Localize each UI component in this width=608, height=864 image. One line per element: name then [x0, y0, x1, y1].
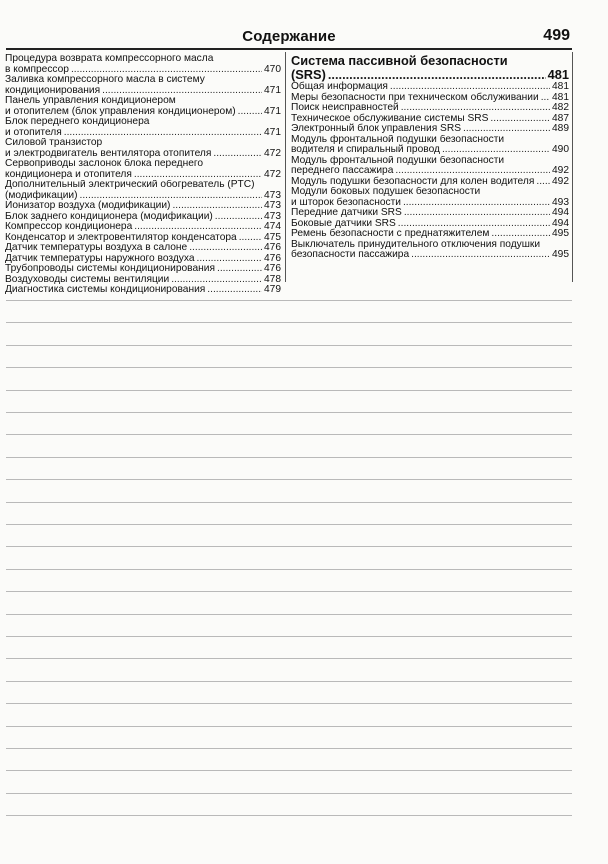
dot-leader — [401, 103, 550, 114]
ruled-line — [6, 457, 572, 458]
toc-entry[interactable] — [5, 243, 281, 254]
toc-entry-page: 487 — [552, 112, 569, 124]
ruled-line — [6, 479, 572, 480]
toc-entry-page: 473 — [264, 210, 281, 222]
toc-right-entries — [291, 82, 569, 261]
toc-entry-text: и шторок безопасности — [291, 196, 401, 208]
toc-entry-page: 494 — [552, 217, 569, 229]
toc-entry-text: Диагностика системы кондиционирования — [5, 284, 206, 295]
toc-entry-text: Заливка компрессорного масла в систему — [5, 75, 205, 85]
dot-leader — [328, 68, 546, 82]
toc-entry-page: 476 — [264, 252, 281, 264]
dot-leader — [217, 264, 262, 275]
toc-entry-text: Сервоприводы заслонок блока переднего — [5, 159, 204, 169]
dot-leader — [491, 229, 550, 240]
toc-entry-page: 495 — [552, 228, 569, 239]
toc-entry-text: Компрессор кондиционера — [5, 221, 133, 232]
dot-leader — [536, 177, 550, 188]
toc-entry[interactable] — [291, 240, 569, 261]
ruled-line — [6, 770, 572, 771]
toc-entry-page: 471 — [264, 126, 281, 138]
toc-entry-page: 472 — [264, 147, 281, 159]
toc-entry-text: Силовой транзистор — [5, 138, 103, 148]
toc-entry-text: переднего пассажира — [291, 165, 394, 176]
toc-entry[interactable] — [5, 285, 281, 296]
toc-entry-page: 492 — [552, 175, 569, 187]
dot-leader — [404, 208, 550, 219]
dot-leader — [239, 233, 262, 244]
ruled-line — [6, 591, 572, 592]
toc-entry-text: и отопителя — [5, 126, 62, 138]
toc-entry[interactable] — [291, 135, 569, 156]
toc-entry-page: 471 — [264, 105, 281, 117]
toc-entry[interactable] — [5, 75, 281, 96]
toc-entry-page: 495 — [552, 249, 569, 260]
toc-entry-page: 476 — [264, 242, 281, 253]
toc-entry-text: Общая информация — [291, 81, 388, 92]
toc-entry-page: 482 — [552, 102, 569, 113]
toc-entry-page: 473 — [264, 200, 281, 211]
dot-leader — [541, 93, 550, 104]
dot-leader — [215, 212, 262, 223]
dot-leader — [64, 128, 262, 139]
toc-entry-page: 481 — [552, 91, 569, 103]
toc-entry[interactable] — [5, 54, 281, 75]
dot-leader — [238, 107, 262, 118]
dot-leader — [207, 285, 262, 296]
ruled-line — [6, 524, 572, 525]
toc-entry[interactable] — [5, 96, 281, 117]
toc-entry-text: Конденсатор и электровентилятор конденсатора — [5, 231, 237, 243]
ruled-line — [6, 367, 572, 368]
toc-entry-text: Ионизатор воздуха (модификации) — [5, 200, 171, 211]
toc-entry[interactable] — [5, 117, 281, 138]
ruled-line — [6, 726, 572, 727]
ruled-line — [6, 412, 572, 413]
dot-leader — [463, 124, 550, 135]
toc-entry[interactable] — [5, 138, 281, 159]
toc-entry-text: Трубопроводы системы кондиционирования — [5, 263, 215, 274]
dot-leader — [395, 166, 550, 177]
ruled-line — [6, 636, 572, 637]
dot-leader — [189, 243, 262, 254]
toc-entry-page: 471 — [264, 84, 281, 96]
toc-entry[interactable] — [291, 103, 569, 114]
page-number: 499 — [543, 27, 570, 44]
toc-entry-page: 489 — [552, 123, 569, 134]
toc-section-heading — [291, 54, 569, 81]
toc-entry-text: водителя и спиральный провод — [291, 144, 440, 155]
toc-entry-text: Блок переднего кондиционера — [5, 117, 150, 127]
toc-entry[interactable] — [291, 177, 569, 188]
toc-entry-text: Передние датчики SRS — [291, 207, 402, 218]
toc-entry-text: Процедура возврата компрессорного масла — [5, 54, 214, 64]
toc-entry[interactable] — [5, 201, 281, 212]
toc-entry-page: 473 — [264, 189, 281, 201]
toc-entry-text: Ремень безопасности с преднатяжителем — [291, 228, 490, 239]
ruled-line — [6, 345, 572, 346]
toc-entry-text: Система пассивной безопасности — [291, 54, 508, 68]
ruled-line — [6, 546, 572, 547]
toc-entry-page: 481 — [552, 81, 569, 92]
toc-entry-page: 470 — [264, 63, 281, 75]
dot-leader — [134, 222, 262, 233]
column-divider-right — [572, 52, 573, 282]
toc-entry-page: 476 — [264, 263, 281, 274]
ruled-line — [6, 434, 572, 435]
toc-entry-text: Блок заднего кондиционера (модификации) — [5, 210, 213, 222]
dot-leader — [102, 86, 262, 97]
toc-entry-text: Меры безопасности при техническом обслуживании — [291, 91, 539, 103]
toc-entry-text: Техническое обслуживание системы SRS — [291, 112, 489, 124]
dot-leader — [134, 170, 262, 181]
dot-leader — [71, 65, 262, 76]
ruled-line — [6, 658, 572, 659]
toc-entry-text: Дополнительный электрический обогреватель (PTC) — [5, 180, 255, 190]
toc-entry[interactable] — [291, 229, 569, 240]
toc-entry-text: Воздуховоды системы вентиляции — [5, 273, 170, 285]
ruled-line — [6, 502, 572, 503]
toc-entry-page: 478 — [264, 273, 281, 285]
toc-entry-text: (модификации) — [5, 189, 78, 201]
column-divider-middle — [285, 52, 286, 282]
ruled-line — [6, 614, 572, 615]
toc-entry-text: Датчик температуры наружного воздуха — [5, 252, 195, 264]
toc-entry-page: 479 — [264, 284, 281, 295]
toc-entry-text: и электродвигатель вентилятора отопителя — [5, 147, 212, 159]
toc-entry-text: Модуль фронтальной подушки безопасности — [291, 134, 505, 145]
toc-entry-page: 475 — [264, 231, 281, 243]
toc-entry-page: 474 — [264, 221, 281, 232]
dot-leader — [390, 82, 550, 93]
toc-entry-page: 490 — [552, 144, 569, 155]
toc-entry-page: 492 — [552, 165, 569, 176]
toc-entry-text: кондиционирования — [5, 84, 101, 96]
page-title: Содержание — [242, 28, 336, 45]
toc-entry[interactable] — [5, 222, 281, 233]
dot-leader — [490, 114, 550, 125]
toc-entry-text: Датчик температуры воздуха в салоне — [5, 242, 188, 253]
toc-entry[interactable] — [5, 180, 281, 201]
ruled-line — [6, 390, 572, 391]
ruled-line — [6, 815, 572, 816]
toc-entry-text: Боковые датчики SRS — [291, 217, 396, 229]
toc-entry-text: (SRS) — [291, 66, 326, 82]
ruled-line — [6, 703, 572, 704]
toc-entry-text: Модуль подушки безопасности для колен водителя — [291, 175, 535, 187]
toc-entry[interactable] — [291, 124, 569, 135]
toc-entry-text: Выключатель принудительного отключения подушки — [291, 239, 541, 250]
toc-entry-text: Модуль фронтальной подушки безопасности — [291, 155, 505, 166]
toc-entry[interactable] — [291, 82, 569, 93]
toc-entry-text: и отопителем (блок управления кондиционером) — [5, 105, 236, 117]
ruled-line — [6, 300, 572, 301]
toc-entry-text: безопасности пассажира — [291, 249, 410, 260]
toc-entry-text: в компрессор — [5, 63, 69, 75]
ruled-line — [6, 793, 572, 794]
dot-leader — [172, 201, 262, 212]
toc-entry-text: кондиционера и отопителя — [5, 168, 132, 180]
toc-entry-page: 481 — [547, 66, 569, 82]
toc-entry[interactable] — [291, 187, 569, 208]
ruled-line — [6, 681, 572, 682]
toc-entry-page: 494 — [552, 207, 569, 218]
toc-entry-page: 493 — [552, 196, 569, 208]
dot-leader — [411, 250, 550, 261]
dot-leader — [213, 149, 262, 160]
toc-entry[interactable] — [291, 156, 569, 177]
ruled-line — [6, 569, 572, 570]
toc-entry-text: Электронный блок управления SRS — [291, 123, 461, 134]
toc-right-column — [291, 54, 569, 261]
page-header — [6, 26, 572, 50]
toc-entry-text: Модули боковых подушек безопасности — [291, 187, 481, 197]
toc-entry-text: Поиск неисправностей — [291, 102, 399, 113]
toc-entry[interactable] — [5, 264, 281, 275]
toc-entry[interactable] — [291, 208, 569, 219]
ruled-line — [6, 748, 572, 749]
toc-entry-page: 472 — [264, 168, 281, 180]
toc-entry-text: Панель управления кондиционером — [5, 96, 176, 106]
toc-entry[interactable] — [5, 159, 281, 180]
dot-leader — [442, 145, 550, 156]
ruled-line — [6, 322, 572, 323]
dot-leader — [403, 198, 550, 209]
toc-left-column — [5, 54, 281, 296]
